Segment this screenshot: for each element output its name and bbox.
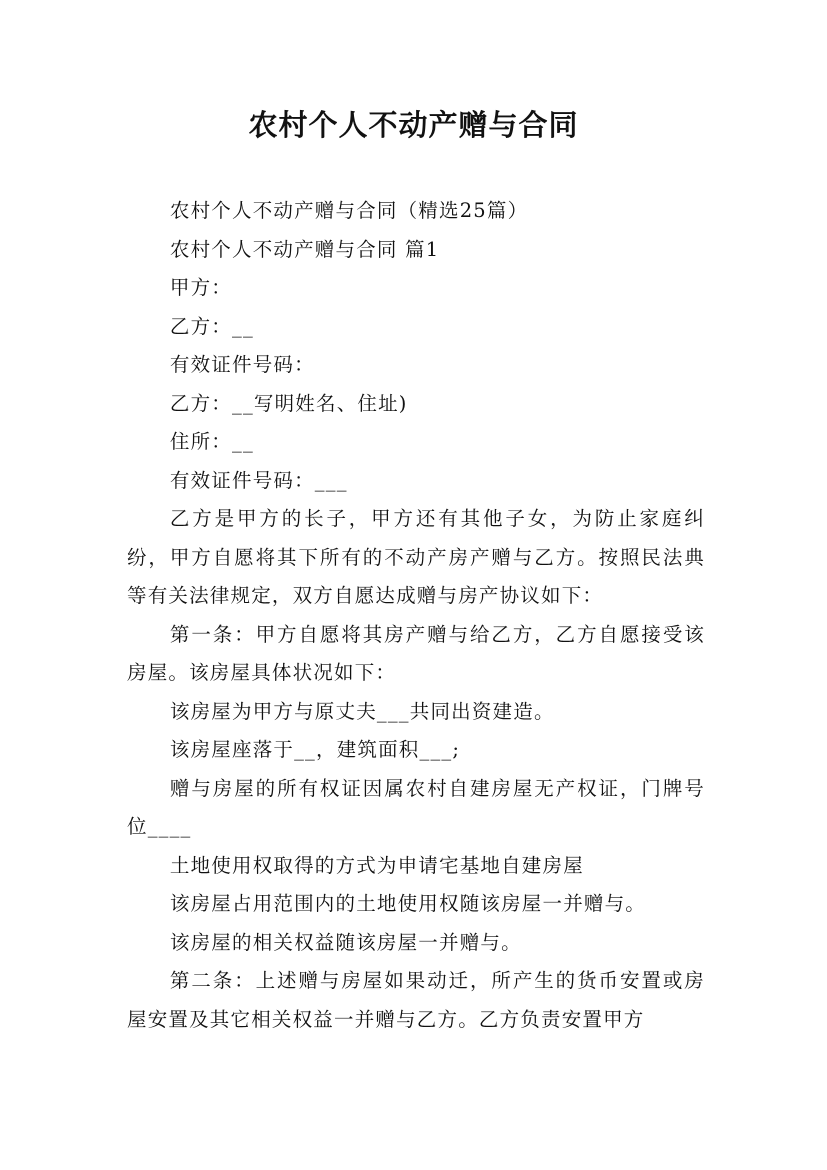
- paragraph: 该房屋座落于__，建筑面积___;: [169, 738, 461, 761]
- paragraph: 农村个人不动产赠与合同（精选25篇）: [169, 199, 529, 222]
- paragraph: 乙方是甲方的长子，甲方还有其他子女，为防止家庭纠纷，甲方自愿将其下所有的不动产房产赠与乙方。按照民法典等有关法律规定，双方自愿达成赠与房产协议如下：: [127, 507, 705, 607]
- paragraph: 甲方：: [169, 276, 232, 299]
- paragraph: 乙方：__: [169, 314, 254, 338]
- paragraph: 该房屋为甲方与原丈夫___共同出资建造。: [169, 699, 555, 723]
- paragraph: 有效证件号码：: [169, 353, 315, 376]
- paragraph: 农村个人不动产赠与合同 篇1: [169, 237, 440, 261]
- paragraph: 住所：__: [169, 430, 254, 453]
- paragraph: 赠与房屋的所有权证因属农村自建房屋无产权证，门牌号位____: [127, 776, 705, 838]
- document-title: 农村个人不动产赠与合同: [248, 108, 579, 142]
- paragraph: 该房屋的相关权益随该房屋一并赠与。: [169, 930, 522, 954]
- paragraph: 第二条：上述赠与房屋如果动迁，所产生的货币安置或房屋安置及其它相关权益一并赠与乙方。乙方负责安置甲方: [127, 969, 705, 1031]
- document-body: [127, 192, 705, 1039]
- paragraph: 乙方：__写明姓名、住址): [169, 391, 408, 415]
- paragraph: 有效证件号码：___: [169, 468, 348, 492]
- paragraph: 土地使用权取得的方式为申请宅基地自建房屋: [169, 853, 584, 877]
- paragraph: 该房屋占用范围内的土地使用权随该房屋一并赠与。: [169, 892, 646, 915]
- paragraph: 第一条：甲方自愿将其房产赠与给乙方，乙方自愿接受该房屋。该房屋具体状况如下：: [127, 622, 705, 684]
